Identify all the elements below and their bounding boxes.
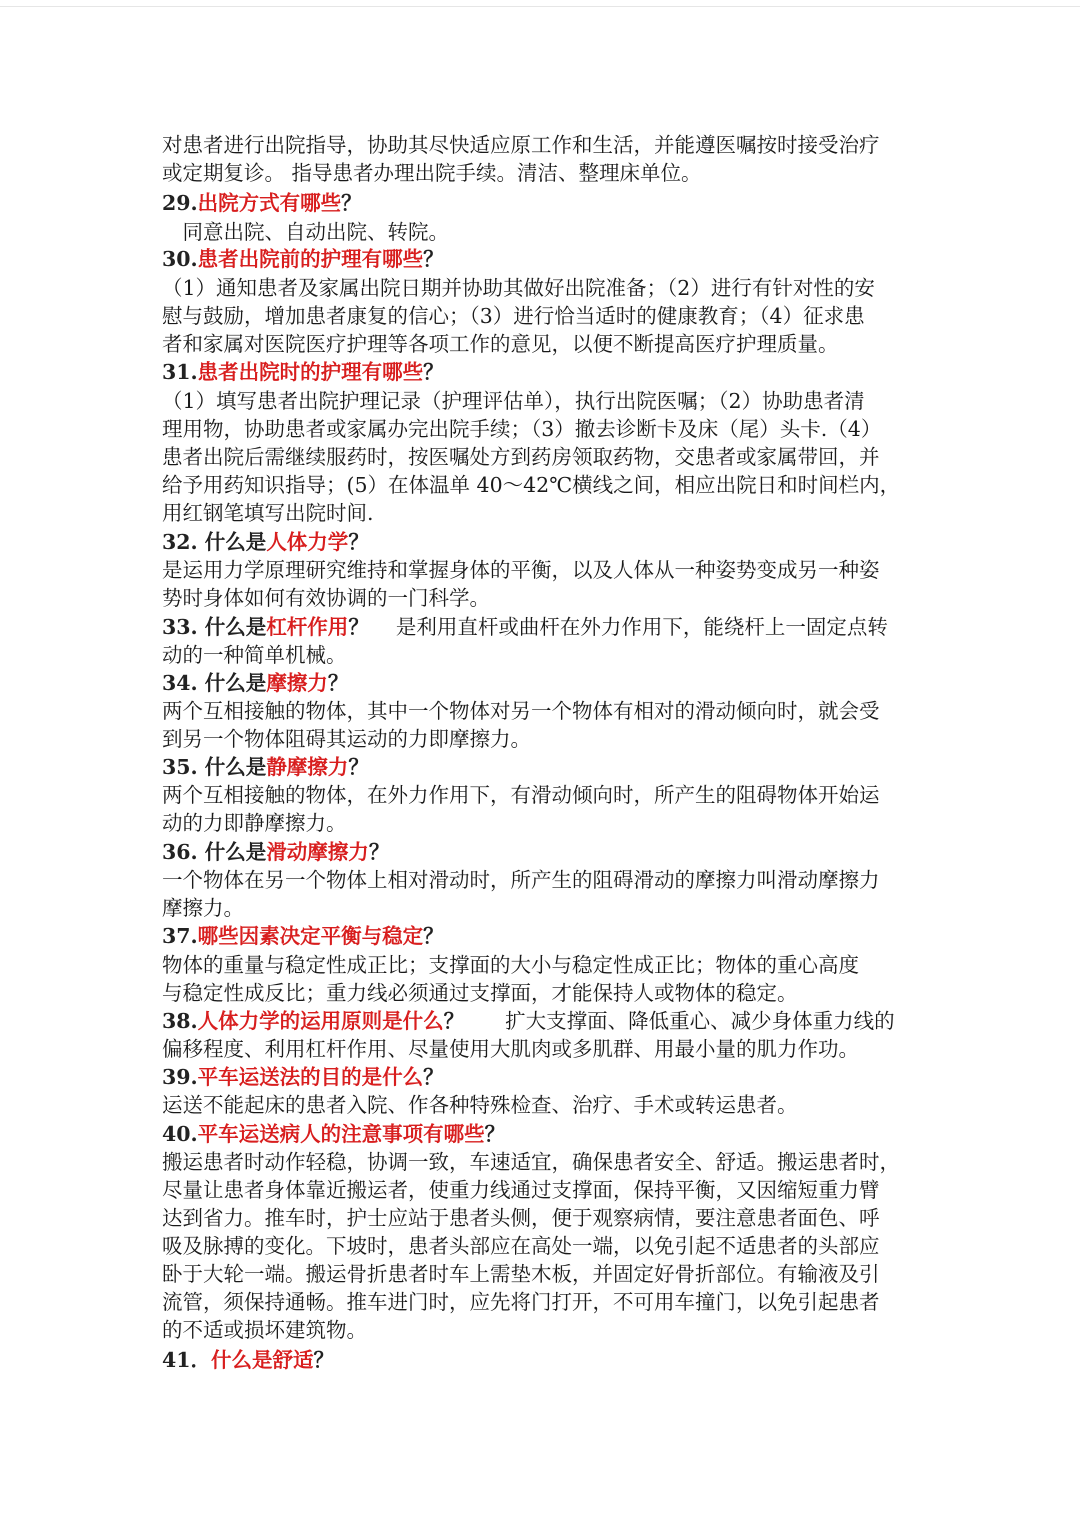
question-number: 39. — [162, 1065, 198, 1089]
answer-line: 偏移程度、利用杠杆作用、尽量使用大肌肉或多肌群、用最小量的肌力作功。 — [162, 1037, 859, 1061]
answer-line: 搬运患者时动作轻稳，协调一致，车速适宜，确保患者安全、舒适。搬运患者时， — [162, 1150, 900, 1174]
question-number: 41． — [162, 1348, 212, 1372]
question-title: 平车运送法的目的是什么 — [197, 1065, 424, 1089]
answer-line: （1）通知患者及家属出院日期并协助其做好出院准备；（2）进行有针对性的安 — [162, 276, 875, 300]
question-37-heading — [162, 923, 920, 950]
question-number: 34. 什么是 — [162, 671, 267, 695]
question-33-heading — [162, 614, 920, 641]
question-32-heading — [162, 529, 920, 556]
answer-line: 理用物，协助患者或家属办完出院手续；（3）撤去诊断卡及床（尾）头卡.（4） — [162, 417, 882, 441]
question-number: 31. — [162, 360, 198, 384]
answer-line: 两个互相接触的物体，其中一个物体对另一个物体有相对的滑动倾向时，就会受 — [162, 699, 880, 723]
question-title: 出院方式有哪些 — [197, 191, 342, 215]
question-41-heading — [162, 1347, 920, 1374]
question-number: 40. — [162, 1122, 198, 1146]
question-39-heading — [162, 1064, 920, 1091]
question-mark: ？ — [423, 360, 444, 384]
inline-answer: 扩大支撑面、降低重心、减少身体重力线的 — [464, 1009, 895, 1033]
question-mark: ？ — [327, 671, 349, 695]
question-mark: ？ — [348, 615, 369, 639]
top-divider — [0, 6, 1080, 7]
question-title: 滑动摩擦力 — [266, 840, 369, 864]
question-number: 33. 什么是 — [162, 615, 267, 639]
answer-line: 势时身体如何有效协调的一门科学。 — [162, 586, 490, 610]
answer-line: 者和家属对医院医疗护理等各项工作的意见，以便不断提高医疗护理质量。 — [162, 332, 839, 356]
question-mark: ？ — [484, 1122, 506, 1146]
question-36-heading — [162, 839, 920, 866]
answer-line: 到另一个物体阻碍其运动的力即摩擦力。 — [162, 727, 531, 751]
answer-line: 两个互相接触的物体，在外力作用下，有滑动倾向时，所产生的阻碍物体开始运 — [162, 783, 880, 807]
answer-line: 吸及脉搏的变化。下坡时，患者头部应在高处一端，以免引起不适患者的头部应 — [162, 1234, 880, 1258]
answer-line: 卧于大轮一端。搬运骨折患者时车上需垫木板，并固定好骨折部位。有输液及引 — [162, 1262, 880, 1286]
question-mark: ？ — [423, 247, 444, 271]
question-title: 人体力学的运用原则是什么 — [197, 1009, 444, 1033]
answer-line: 慰与鼓励，增加患者康复的信心；（3）进行恰当适时的健康教育；（4）征求患 — [162, 304, 865, 328]
question-35-heading — [162, 754, 920, 781]
answer-line: 与稳定性成反比；重力线必须通过支撑面，才能保持人或物体的稳定。 — [162, 981, 798, 1005]
question-title: 哪些因素决定平衡与稳定 — [197, 924, 424, 948]
answer-line: 患者出院后需继续服药时，按医嘱处方到药房领取药物，交患者或家属带回，并 — [162, 445, 880, 469]
answer-line: （1）填写患者出院护理记录（护理评估单），执行出院医嘱；（2）协助患者清 — [162, 389, 865, 413]
answer-line: 的不适或损坏建筑物。 — [162, 1318, 367, 1342]
answer-line: 一个物体在另一个物体上相对滑动时，所产生的阻碍滑动的摩擦力叫滑动摩擦力 — [162, 868, 880, 892]
answer-line: 是运用力学原理研究维持和掌握身体的平衡，以及人体从一种姿势变成另一种姿 — [162, 558, 880, 582]
answer-line: 用红钢笔填写出院时间. — [162, 501, 374, 525]
answer-line: 动的一种简单机械。 — [162, 643, 347, 667]
question-title: 静摩擦力 — [266, 755, 349, 779]
question-number: 38. — [162, 1009, 198, 1033]
question-29-heading — [162, 190, 920, 217]
question-40-heading — [162, 1121, 920, 1148]
question-number: 29. — [162, 191, 198, 215]
answer-line: 达到省力。推车时，护士应站于患者头侧，便于观察病情，要注意患者面色、呼 — [162, 1206, 880, 1230]
question-number: 32. 什么是 — [162, 530, 267, 554]
answer-line: 给予用药知识指导；(5）在体温单 40～42℃横线之间，相应出院日和时间栏内， — [162, 473, 901, 497]
question-mark: ？ — [423, 1065, 444, 1089]
question-mark: ？ — [348, 755, 369, 779]
question-number: 30. — [162, 247, 198, 271]
question-title: 杠杆作用 — [266, 615, 349, 639]
answer-line: 尽量让患者身体靠近搬运者，使重力线通过支撑面，保持平衡，又因缩短重力臂 — [162, 1178, 880, 1202]
question-title: 人体力学 — [266, 530, 349, 554]
text-line: 或定期复诊。 指导患者办理出院手续。清洁、整理床单位。 — [162, 161, 702, 185]
text-line: 对患者进行出院指导，协助其尽快适应原工作和生活，并能遵医嘱按时接受治疗 — [162, 133, 880, 157]
inline-answer: 是利用直杆或曲杆在外力作用下，能绕杆上一固定点转 — [368, 615, 888, 639]
question-mark: ？ — [423, 924, 444, 948]
question-mark: ？ — [313, 1348, 335, 1372]
question-38-heading — [162, 1008, 920, 1035]
question-number: 35. 什么是 — [162, 755, 267, 779]
question-mark: ？ — [348, 530, 369, 554]
question-mark: ？ — [443, 1009, 465, 1033]
question-title: 摩擦力 — [266, 671, 328, 695]
question-mark: ？ — [341, 191, 362, 215]
question-title: 患者出院前的护理有哪些 — [197, 247, 424, 271]
answer-line: 运送不能起床的患者入院、作各种特殊检查、治疗、手术或转运患者。 — [162, 1093, 798, 1117]
question-number: 36. 什么是 — [162, 840, 267, 864]
question-number: 37. — [162, 924, 198, 948]
question-34-heading — [162, 670, 920, 697]
question-30-heading — [162, 246, 920, 273]
question-title: 患者出院时的护理有哪些 — [197, 360, 424, 384]
answer-line: 物体的重量与稳定性成正比；支撑面的大小与稳定性成正比；物体的重心高度 — [162, 953, 859, 977]
question-title: 什么是舒适 — [211, 1348, 314, 1372]
answer-line: 流管，须保持通畅。推车进门时，应先将门打开，不可用车撞门，以免引起患者 — [162, 1290, 880, 1314]
question-31-heading — [162, 359, 920, 386]
answer-line: 动的力即静摩擦力。 — [162, 811, 347, 835]
question-mark: ？ — [368, 840, 390, 864]
question-title: 平车运送病人的注意事项有哪些 — [197, 1122, 485, 1146]
answer-line: 同意出院、自动出院、转院。 — [162, 220, 449, 244]
answer-line: 摩擦力。 — [162, 896, 244, 920]
